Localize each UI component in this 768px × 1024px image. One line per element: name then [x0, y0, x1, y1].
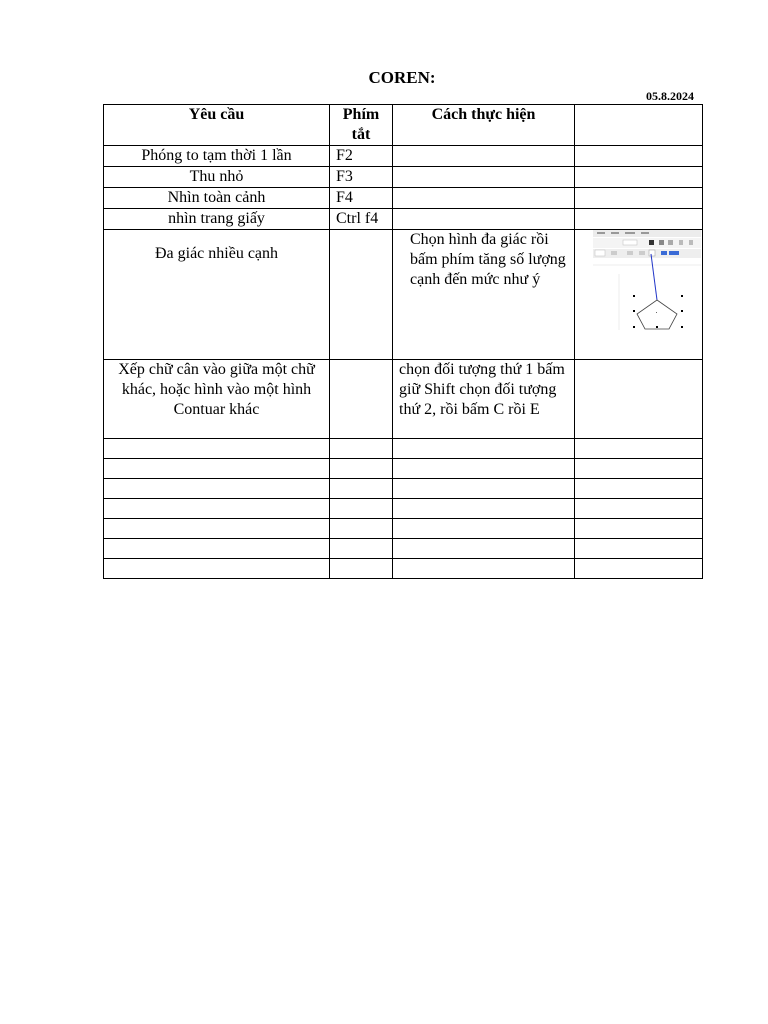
- table-row: [104, 209, 703, 230]
- image-cell: [575, 209, 703, 230]
- shortcut-table: [103, 104, 703, 579]
- requirement-cell: Đa giác nhiều cạnh: [104, 230, 330, 360]
- empty-row: [104, 479, 703, 499]
- method-cell: [393, 167, 575, 188]
- empty-cell: [330, 559, 393, 579]
- empty-row: [104, 499, 703, 519]
- empty-cell: [330, 539, 393, 559]
- empty-cell: [330, 479, 393, 499]
- empty-row: [104, 459, 703, 479]
- empty-cell: [330, 439, 393, 459]
- document-date: 05.8.2024: [646, 89, 694, 103]
- empty-cell: [575, 519, 703, 539]
- polygon-screenshot-graphic: [593, 230, 701, 330]
- shortcut-cell: F2: [330, 146, 393, 167]
- requirement-cell: Nhìn toàn cảnh: [104, 188, 330, 209]
- header-requirement: Yêu cầu: [104, 105, 330, 146]
- table-header-row: [104, 105, 703, 146]
- empty-cell: [393, 459, 575, 479]
- empty-cell: [575, 499, 703, 519]
- empty-row: [104, 439, 703, 459]
- shortcut-cell: [330, 360, 393, 439]
- table-row: [104, 146, 703, 167]
- method-cell: [393, 146, 575, 167]
- empty-cell: [104, 439, 330, 459]
- empty-cell: [104, 519, 330, 539]
- empty-cell: [393, 519, 575, 539]
- image-cell: [575, 230, 703, 360]
- shortcut-cell: [330, 230, 393, 360]
- empty-cell: [393, 479, 575, 499]
- document-title: COREN:: [368, 68, 436, 87]
- method-cell: chọn đối tượng thứ 1 bấm giữ Shift chọn đối tượng thứ 2, rồi bấm C rồi E: [393, 360, 575, 439]
- header-image: [575, 105, 703, 146]
- requirement-cell: Thu nhỏ: [104, 167, 330, 188]
- empty-cell: [330, 519, 393, 539]
- empty-cell: [104, 459, 330, 479]
- empty-cell: [330, 459, 393, 479]
- empty-cell: [104, 559, 330, 579]
- empty-row: [104, 519, 703, 539]
- table-row: [104, 360, 703, 439]
- image-cell: [575, 146, 703, 167]
- shortcut-cell: F3: [330, 167, 393, 188]
- empty-cell: [575, 559, 703, 579]
- header-method: Cách thực hiện: [393, 105, 575, 146]
- empty-row: [104, 539, 703, 559]
- method-cell: Chọn hình đa giác rồi bấm phím tăng số lượng cạnh đến mức như ý: [393, 230, 575, 360]
- empty-cell: [575, 459, 703, 479]
- image-cell: [575, 188, 703, 209]
- image-cell: [575, 167, 703, 188]
- empty-cell: [393, 559, 575, 579]
- empty-cell: [393, 499, 575, 519]
- requirement-cell: Xếp chữ cân vào giữa một chữ khác, hoặc hình vào một hình Contuar khác: [104, 360, 330, 439]
- shortcut-cell: Ctrl f4: [330, 209, 393, 230]
- table-row: [104, 167, 703, 188]
- shortcut-cell: F4: [330, 188, 393, 209]
- table-row: [104, 188, 703, 209]
- method-cell: [393, 188, 575, 209]
- polygon-tool-screenshot: [593, 230, 701, 330]
- empty-cell: [575, 539, 703, 559]
- table-row: [104, 230, 703, 360]
- requirement-cell: nhìn trang giấy: [104, 209, 330, 230]
- empty-cell: [393, 539, 575, 559]
- empty-row: [104, 559, 703, 579]
- empty-cell: [575, 439, 703, 459]
- image-cell: [575, 360, 703, 439]
- empty-cell: [330, 499, 393, 519]
- empty-cell: [393, 439, 575, 459]
- method-cell: [393, 209, 575, 230]
- header-shortcut: Phím tắt: [330, 105, 393, 146]
- empty-cell: [575, 479, 703, 499]
- empty-cell: [104, 479, 330, 499]
- empty-cell: [104, 539, 330, 559]
- requirement-cell: Phóng to tạm thời 1 lần: [104, 146, 330, 167]
- empty-cell: [104, 499, 330, 519]
